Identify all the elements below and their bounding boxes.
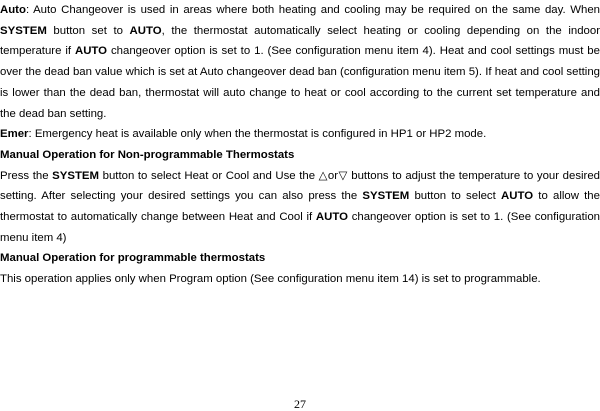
auto-text-3: , the thermostat automatically select heating or cooling depending on the indoor temperature if [0,24,600,58]
np-system-keyword: SYSTEM [52,169,100,182]
emer-term: Emer [0,128,29,141]
section-heading-programmable: Manual Operation for programmable thermostats [0,252,266,265]
auto-term: Auto [0,4,26,16]
auto-text-1: : Auto Changeover is used in areas where both heating and cooling may be required on the same day. When [25,4,600,16]
non-programmable-paragraph [0,166,600,249]
auto-keyword-2: AUTO [74,45,108,58]
auto-keyword: AUTO [129,24,162,37]
np-text-3: button to select [409,190,501,203]
emer-text: : Emergency heat is available only when the thermostat is configured in HP1 or HP2 mode. [28,128,487,141]
np-text-5: changeover option is set to 1. (See configuration menu item 4) [0,211,600,244]
np-text-4: to allow the thermostat to automatically change between Heat and Cool if [0,190,600,224]
auto-text-2: button set to [46,24,130,37]
system-keyword: SYSTEM [0,24,47,37]
np-auto-keyword: AUTO [501,190,534,203]
programmable-paragraph: This operation applies only when Program option (See configuration menu item 14) is set to programmable. [0,273,541,286]
np-auto-keyword-2: AUTO [315,211,348,224]
section-heading-non-programmable: Manual Operation for Non-programmable Thermostats [0,148,295,161]
page-number: 27 [294,397,306,411]
emer-paragraph [0,124,600,145]
np-system-keyword-2: SYSTEM [362,190,410,203]
auto-text-4: changeover option is set to 1. (See configuration menu item 4). Heat and cool settings must be over the dead ban value which is set at Auto changeover dead ban (configuration menu item 5). If heat and cool setting is lower than the dead ban, thermostat will auto change to heat or cool according to the current set temperature and the dead ban setting. [0,45,600,120]
np-text-2: button to select Heat or Cool and Use the △or▽ buttons to adjust the temperature to your desired setting. After selecting your desired settings you can also press the [0,169,600,203]
np-text-1: Press the [0,169,53,182]
auto-paragraph [0,0,600,124]
